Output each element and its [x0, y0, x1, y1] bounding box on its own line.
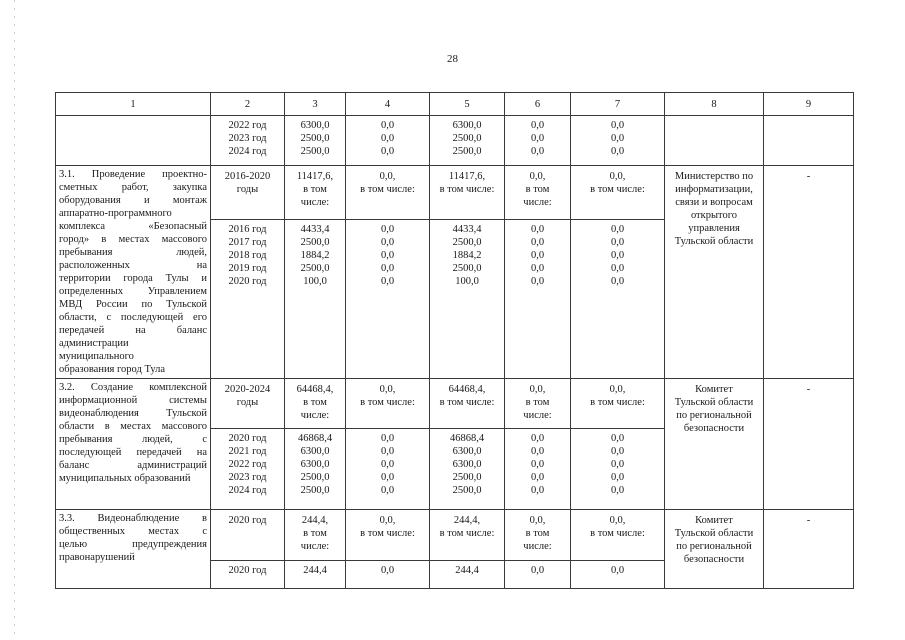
col6-3-3: 0,0 — [505, 561, 571, 589]
executor-3-3: Комитет Тульской области по региональной безопасности — [665, 510, 764, 589]
header-cell: 5 — [430, 93, 505, 116]
col7-cell: 0,0 0,0 0,0 — [571, 116, 665, 166]
continuation-row — [56, 116, 854, 166]
col7-3-2: 0,0 0,0 0,0 0,0 0,0 — [571, 429, 665, 510]
header-cell: 7 — [571, 93, 665, 116]
col4-cell: 0,0 0,0 0,0 — [346, 116, 430, 166]
row-3-1-total — [56, 166, 854, 220]
total6-3-3: 0,0, в том числе: — [505, 510, 571, 561]
desc-3-2: 3.2. Создание комплексной информационной системы видеонаблюдения Тульской области в местах массового пребывания людей, с последующей передачей на баланс администраций муниципальных образований — [56, 379, 211, 510]
executor-3-1: Министерство по информатизации, связи и вопросам открытого управления Тульской области — [665, 166, 764, 379]
header-cell: 6 — [505, 93, 571, 116]
header-cell: 3 — [285, 93, 346, 116]
total7-3-3: 0,0, в том числе: — [571, 510, 665, 561]
total3-3-3: 244,4, в том числе: — [285, 510, 346, 561]
col3-3-1: 4433,4 2500,0 1884,2 2500,0 100,0 — [285, 220, 346, 379]
total6-3-1: 0,0, в том числе: — [505, 166, 571, 220]
years-3-1: 2016 год 2017 год 2018 год 2019 год 2020 год — [211, 220, 285, 379]
executor-3-2: Комитет Тульской области по региональной безопасности — [665, 379, 764, 510]
desc-3-3: 3.3. Видеонаблюдение в общественных местах с целью предупреждения правонарушений — [56, 510, 211, 589]
col5-3-3: 244,4 — [430, 561, 505, 589]
header-row — [56, 93, 854, 116]
col4-3-1: 0,0 0,0 0,0 0,0 0,0 — [346, 220, 430, 379]
total5-3-3: 244,4, в том числе: — [430, 510, 505, 561]
header-cell: 8 — [665, 93, 764, 116]
header-cell: 2 — [211, 93, 285, 116]
col5-cell: 6300,0 2500,0 2500,0 — [430, 116, 505, 166]
total3-3-2: 64468,4, в том числе: — [285, 379, 346, 429]
col4-3-2: 0,0 0,0 0,0 0,0 0,0 — [346, 429, 430, 510]
years-3-2: 2020 год 2021 год 2022 год 2023 год 2024 год — [211, 429, 285, 510]
period-3-3: 2020 год — [211, 510, 285, 561]
col9-cell — [764, 116, 854, 166]
years-3-3: 2020 год — [211, 561, 285, 589]
total4-3-2: 0,0, в том числе: — [346, 379, 430, 429]
col5-3-1: 4433,4 2500,0 1884,2 2500,0 100,0 — [430, 220, 505, 379]
total4-3-3: 0,0, в том числе: — [346, 510, 430, 561]
col9-3-1: - — [764, 166, 854, 379]
col3-3-3: 244,4 — [285, 561, 346, 589]
col6-3-1: 0,0 0,0 0,0 0,0 0,0 — [505, 220, 571, 379]
header-cell: 4 — [346, 93, 430, 116]
total5-3-2: 64468,4, в том числе: — [430, 379, 505, 429]
total7-3-2: 0,0, в том числе: — [571, 379, 665, 429]
col7-3-3: 0,0 — [571, 561, 665, 589]
header-cell: 1 — [56, 93, 211, 116]
years-cell: 2022 год 2023 год 2024 год — [211, 116, 285, 166]
col4-3-3: 0,0 — [346, 561, 430, 589]
total3-3-1: 11417,6, в том числе: — [285, 166, 346, 220]
scan-edge-marks — [14, 0, 15, 640]
total6-3-2: 0,0, в том числе: — [505, 379, 571, 429]
col3-3-2: 46868,4 6300,0 6300,0 2500,0 2500,0 — [285, 429, 346, 510]
row-3-2-total — [56, 379, 854, 429]
col3-cell: 6300,0 2500,0 2500,0 — [285, 116, 346, 166]
desc-cell — [56, 116, 211, 166]
period-3-1: 2016-2020 годы — [211, 166, 285, 220]
col9-3-2: - — [764, 379, 854, 510]
total4-3-1: 0,0, в том числе: — [346, 166, 430, 220]
row-3-3-total — [56, 510, 854, 561]
program-table — [55, 92, 854, 589]
col6-cell: 0,0 0,0 0,0 — [505, 116, 571, 166]
desc-3-1: 3.1. Проведение проектно- сметных работ, закупка оборудования и монтаж аппаратно-программного комплекса «Безопасный город» в местах массового пребывания людей, расположенных на территории города Тулы и определенных Управлением МВД России по Тульской области, с последующей его передачей на баланс администрации муниципального образования город Тула — [56, 166, 211, 379]
col7-3-1: 0,0 0,0 0,0 0,0 0,0 — [571, 220, 665, 379]
col9-3-3: - — [764, 510, 854, 589]
total7-3-1: 0,0, в том числе: — [571, 166, 665, 220]
period-3-2: 2020-2024 годы — [211, 379, 285, 429]
total5-3-1: 11417,6, в том числе: — [430, 166, 505, 220]
header-cell: 9 — [764, 93, 854, 116]
col5-3-2: 46868,4 6300,0 6300,0 2500,0 2500,0 — [430, 429, 505, 510]
executor-cell — [665, 116, 764, 166]
page-number: 28 — [447, 53, 458, 65]
col6-3-2: 0,0 0,0 0,0 0,0 0,0 — [505, 429, 571, 510]
